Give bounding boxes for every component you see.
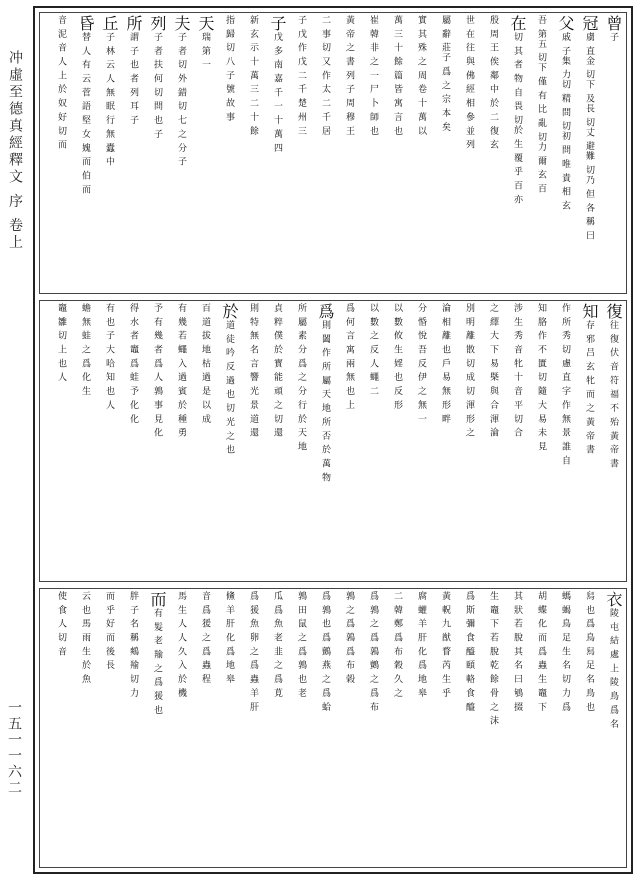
text-column (602, 303, 624, 579)
text-column (506, 303, 528, 579)
annotation-text: 而 乎 好 而 後 長 (104, 591, 114, 671)
text-column (530, 303, 552, 579)
text-column (122, 15, 144, 291)
text-column (98, 15, 120, 291)
text-column (410, 303, 432, 579)
annotation-text: 馬 生 人 人 久 入 於 機 (176, 591, 186, 699)
annotation-text: 陵 屯 結 處 上 陵 鳥 爲 名 (608, 608, 618, 729)
text-column (290, 591, 312, 865)
text-column (170, 303, 192, 579)
text-column (458, 15, 480, 291)
annotation-text: 分 惛 悅 吾 反 伊 之 無 一 (416, 303, 426, 424)
main-character: 衣 (604, 591, 623, 608)
text-column (218, 591, 240, 865)
annotation-text: 蟾 無 蛙 之 爲 化 生 (80, 303, 90, 397)
main-character: 冠 (580, 15, 599, 32)
annotation-text: 知 胳 作 不 匱 切 隨 大 易 未 見 (536, 303, 546, 452)
annotation-text: 涉 生 秀 音 牝 十 音 平 切 合 (512, 303, 522, 438)
annotation-text: 音 泥 音 人 上 於 奴 好 切 而 (56, 15, 66, 150)
annotation-text: 新 玄 示 十 萬 三 二 十 餘 (248, 15, 258, 136)
text-column (434, 303, 456, 579)
text-column (362, 15, 384, 291)
text-column (362, 591, 384, 865)
annotation-text: 二 事 切 又 作 太 二 千 居 (320, 15, 330, 136)
annotation-text: 存 邪 吕 玄 牝 而 之 黃 帝 書 (584, 320, 594, 455)
text-column (170, 15, 192, 291)
text-column (362, 303, 384, 579)
annotation-text: 戚 子集 力切 精 問 切初 問 唯 貴 相 玄 (560, 32, 570, 211)
text-column (146, 15, 168, 291)
text-column (410, 591, 432, 865)
annotation-text: 爲 斯 彌 食 醯 頤 輅 食 醯 (464, 591, 474, 712)
annotation-text: 爲 鶉 也 爲 鸇 燕 之 爲 蛤 (320, 591, 330, 712)
main-character: 所 (124, 15, 143, 32)
text-column (50, 591, 72, 865)
text-column (146, 303, 168, 579)
annotation-text: 崔 韓 非 之 一 尸 卜 師 也 (368, 15, 378, 136)
text-column (194, 303, 216, 579)
main-character: 丘 (100, 15, 119, 32)
text-column (386, 591, 408, 865)
annotation-text: 殷 周 王 俟 鄰 中 於 二 復 玄 (488, 15, 498, 150)
text-column (410, 15, 432, 291)
text-column (338, 303, 360, 579)
annotation-text: 謂 子 也 者 列 耳 子 (128, 32, 138, 126)
main-character: 復 (604, 303, 623, 320)
annotation-text: 百 道 拔 地 枯 過 是 以 成 (200, 303, 210, 424)
main-character: 列 (148, 15, 167, 32)
text-column (266, 303, 288, 579)
text-column (506, 15, 528, 291)
margin-page-numbers: 一五一一六二 (6, 700, 22, 796)
text-column (74, 303, 96, 579)
text-column (482, 591, 504, 865)
text-column (386, 303, 408, 579)
annotation-text: 生 竈 下 若 脫 乾 餘 骨 之 沫 (488, 591, 498, 726)
annotation-text: 往 復 伏 音 符 福 不 殆 黃 帝 書 (608, 320, 618, 469)
text-column (266, 15, 288, 291)
text-column (434, 591, 456, 865)
annotation-text: 云 也 馬 雨 生 於 魚 (80, 591, 90, 685)
annotation-text: 胡 蝶 化 而 爲 蟲 生 竈 下 (536, 591, 546, 712)
annotation-text: 之 繹 大 下 易 槩 與 合 渾 淪 (488, 303, 498, 438)
text-column (146, 591, 168, 865)
annotation-text: 有 幾 若 蠅 入 過 賓 於 種 勇 (176, 303, 186, 438)
annotation-text: 胖 子 名 稱 鷞 羭 切 力 (128, 591, 138, 699)
annotation-text: 實 其 殊 之 周 卷 十 萬 以 (416, 15, 426, 136)
annotation-text: 爲 鶉 之 爲 鶉 鸇 之 爲 布 (368, 591, 378, 712)
annotation-text: 淪 相 離 也 戶 易 無 形 畔 (440, 303, 450, 424)
panel-top (39, 12, 627, 294)
text-column (290, 15, 312, 291)
text-column (218, 15, 240, 291)
text-column (602, 591, 624, 865)
text-column (314, 303, 336, 579)
annotation-text: 虜 直金 切下 及長 切丈 避難 切乃 但 各 稱 曰 (584, 32, 594, 241)
annotation-text: 子 者 扶 何 切 問 也 子 (152, 32, 162, 140)
text-column (530, 591, 552, 865)
annotation-text: 切 其 者 物 自 畏 切於 生 覆 乎 百 亦 (512, 32, 522, 205)
annotation-text: 鶉 田 鼠 之 爲 鶉 也 老 (296, 591, 306, 699)
annotation-text: 有 也 子 大 哈 知 也 人 (104, 303, 114, 411)
text-column (170, 591, 192, 865)
annotation-text: 以 數 攸 生 婬 也 反 形 (392, 303, 402, 411)
text-column (50, 303, 72, 579)
text-column (194, 15, 216, 291)
annotation-text: 竈 雛 切 上 也 人 (56, 303, 66, 383)
annotation-text: 有 髮 老 羭 之 爲 猨 也 (152, 608, 162, 716)
main-character: 曾 (604, 15, 623, 32)
text-column (482, 15, 504, 291)
main-character: 知 (580, 303, 599, 320)
annotation-text: 子 者 切 外 錯 切 七 之 分 子 (176, 32, 186, 167)
annotation-text: 別 明 離 散 切 成 切 渾 形 之 (464, 303, 474, 438)
annotation-text: 舄 也 爲 鳥 舄 足 名 鳥 也 (584, 591, 594, 712)
annotation-text: 戊 多 南 嘉 千 一 十 萬 四 (272, 32, 282, 153)
text-column (122, 303, 144, 579)
text-column (434, 15, 456, 291)
annotation-text: 黃 帝 之 書 列 子 周 穆 王 (344, 15, 354, 136)
annotation-text: 所 屬 素 分 爲 之 分 行 於 天 地 (296, 303, 306, 452)
text-column (290, 303, 312, 579)
text-column (242, 591, 264, 865)
text-column (50, 15, 72, 291)
annotation-text: 子 戊 作 戊 二 千 楚 州 三 (296, 15, 306, 136)
main-character: 爲 (316, 303, 335, 320)
annotation-text: 鯈 羊 肝 化 爲 地 皋 (224, 591, 234, 685)
text-column (194, 591, 216, 865)
annotation-text: 鶉 之 爲 鶉 爲 布 榖 (344, 591, 354, 685)
main-character: 昏 (76, 15, 95, 32)
text-column (554, 591, 576, 865)
text-column (530, 15, 552, 291)
annotation-text: 子 (608, 32, 618, 42)
annotation-text: 道 徒 吟 反 過 也 切 光 之 也 (224, 320, 234, 455)
margin-title: 冲虛至德真經釋文 序 卷上 (7, 50, 23, 252)
text-column (242, 15, 264, 291)
annotation-text: 螞 蝎 鳥 足 生 名 切 力 爲 (560, 591, 570, 712)
annotation-text: 得 水 者 竈 爲 蛙 予 化 化 (128, 303, 138, 424)
annotation-text: 則 特 無 名 言 響 光 景 道 還 (248, 303, 258, 438)
main-character: 父 (556, 15, 575, 32)
text-column (554, 303, 576, 579)
text-column (74, 15, 96, 291)
annotation-text: 二 韓 鄭 爲 布 穀 久 之 (392, 591, 402, 699)
annotation-text: 其 狀 若 脫 其 名 曰 鴝 掇 (512, 591, 522, 712)
annotation-text: 予 有 幾 者 爲 人 鶉 事 見 化 (152, 303, 162, 438)
main-character: 天 (196, 15, 215, 32)
text-column (506, 591, 528, 865)
annotation-text: 吾 第五 切下 僅 有 比 亂 切力 爾 玄 百 (536, 15, 546, 194)
annotation-text: 則 闔 作 所 屬 天 地 所 否 於 萬 物 (320, 320, 330, 483)
annotation-text: 萬 三 十 餘 篇 皆 寓 言 也 (392, 15, 402, 136)
panel-bottom (39, 588, 627, 868)
text-column (266, 591, 288, 865)
annotation-text: 世 在 往 與 佛 經 相 參 並 列 (464, 15, 474, 150)
text-column (578, 303, 600, 579)
annotation-text: 替 人 有 云 菅 語 堅 女 媿 而 伯 而 (80, 32, 90, 195)
annotation-text: 子 林 云 人 無 眠 行 無 蠹 中 (104, 32, 114, 167)
annotation-text: 使 食 人 切 音 (56, 591, 66, 657)
text-column (458, 591, 480, 865)
text-column (314, 591, 336, 865)
text-column (578, 15, 600, 291)
annotation-text: 以 數 之 反 人 蠅 二 (368, 303, 378, 397)
annotation-text: 腐 蠸 羊 肝 化 爲 地 皋 (416, 591, 426, 699)
text-column (98, 591, 120, 865)
text-column (314, 15, 336, 291)
main-character: 子 (268, 15, 287, 32)
text-column (554, 15, 576, 291)
annotation-text: 爲 猨 魚 卵 之 爲 蟲 羊 肝 (248, 591, 258, 712)
text-column (578, 591, 600, 865)
annotation-text: 黃 軦 九 猷 瞀 芮 生 乎 (440, 591, 450, 699)
annotation-text: 指 歸 切 八 子 號 故 事 (224, 15, 234, 123)
panel-middle (39, 300, 627, 582)
text-column (74, 591, 96, 865)
annotation-text: 瑞 第 一 (200, 32, 210, 70)
text-column (122, 591, 144, 865)
text-column (98, 303, 120, 579)
main-character: 於 (220, 303, 239, 320)
annotation-text: 作 所 秀 切 慮 直 字 作 無 景 誰 自 (560, 303, 570, 466)
main-character: 在 (508, 15, 527, 32)
annotation-text: 音 爲 猨 之 爲 蟲 程 (200, 591, 210, 685)
annotation-text: 爲 何 言 寓 兩 無 也 上 (344, 303, 354, 411)
text-column (602, 15, 624, 291)
annotation-text: 屬 辭 莊子 爲 之 宗 本 矣 (440, 15, 450, 133)
text-column (338, 15, 360, 291)
text-column (482, 303, 504, 579)
text-column (386, 15, 408, 291)
main-character: 而 (148, 591, 167, 608)
text-column (338, 591, 360, 865)
annotation-text: 瓜 爲 魚 老 韭 之 爲 莧 (272, 591, 282, 699)
page-frame (33, 6, 633, 874)
main-character: 夫 (172, 15, 191, 32)
text-column (218, 303, 240, 579)
text-column (458, 303, 480, 579)
annotation-text: 貞 粹 僕 於 寳 能 頑 之 切 還 (272, 303, 282, 438)
text-column (242, 303, 264, 579)
